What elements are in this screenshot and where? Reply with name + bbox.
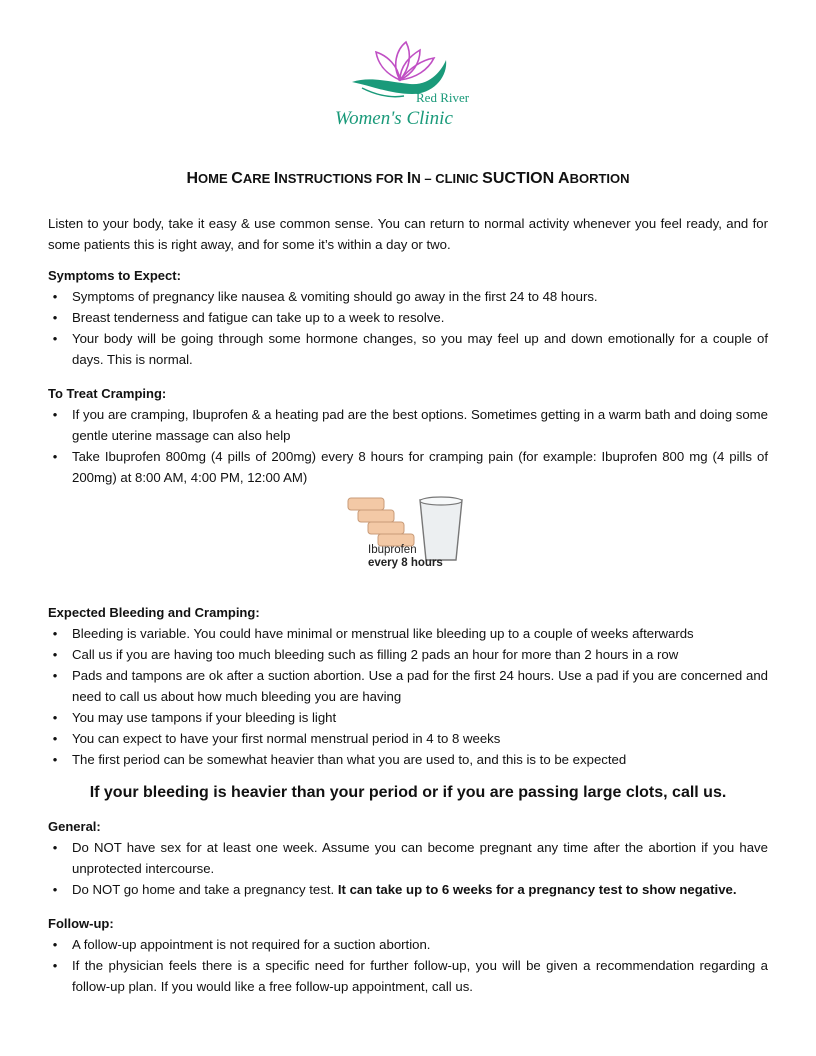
bullet-icon: •	[52, 331, 58, 346]
list-item-text: The first period can be somewhat heavier than what you are used to, and this is to be expected	[72, 752, 627, 767]
list-item	[48, 749, 768, 770]
bullet-list	[48, 934, 768, 997]
figure-label-ibuprofen: Ibuprofen	[368, 544, 417, 556]
bleeding-warning-callout: If your bleeding is heavier than your period or if you are passing large clots, call us.	[89, 784, 727, 801]
bullet-list	[48, 286, 768, 370]
list-item	[48, 446, 768, 488]
title-initial: H	[186, 170, 199, 187]
bullet-icon: •	[52, 407, 58, 422]
list-item	[48, 728, 768, 749]
bullet-icon: •	[52, 752, 58, 767]
title-smallcaps: NSTRUCTIONS FOR	[278, 171, 407, 186]
logo-line-red-river: Red River	[416, 90, 470, 105]
title-smallcaps: OME	[198, 171, 232, 186]
page-title	[0, 170, 816, 188]
figure-label-frequency: every 8 hours	[368, 557, 443, 569]
title-initial: C	[231, 170, 243, 187]
bullet-list	[48, 837, 768, 900]
list-item-text: Your body will be going through some hormone changes, so you may feel up and down emotionally for a couple of days. This is normal.	[72, 331, 768, 367]
section-general	[48, 818, 768, 900]
list-item	[48, 328, 768, 370]
list-item	[48, 644, 768, 665]
list-item-emphasis: It can take up to 6 weeks for a pregnancy test to show negative.	[337, 882, 737, 897]
section-heading: Symptoms to Expect:	[48, 268, 181, 283]
list-item	[48, 934, 768, 955]
list-item-text: Call us if you are having too much bleeding such as filling 2 pads an hour for more than 2 hours in a row	[72, 647, 679, 662]
section-cramping	[48, 385, 768, 488]
bullet-list	[48, 404, 768, 488]
list-item	[48, 707, 768, 728]
list-item-text: You can expect to have your first normal menstrual period in 4 to 8 weeks	[72, 731, 501, 746]
list-item-text: Symptoms of pregnancy like nausea & vomiting should go away in the first 24 to 48 hours.	[72, 289, 598, 304]
bullet-icon: •	[52, 626, 58, 641]
intro-paragraph: Listen to your body, take it easy & use common sense. You can return to normal activity whenever you feel ready, and for some patients this is right away, and for some it’s within a day or two.	[48, 216, 768, 252]
list-item	[48, 879, 768, 900]
list-item-text: Bleeding is variable. You could have minimal or menstrual like bleeding up to a couple of weeks afterwards	[72, 626, 694, 641]
section-followup	[48, 915, 768, 997]
document-body	[48, 213, 768, 997]
bullet-icon: •	[52, 710, 58, 725]
list-item	[48, 837, 768, 879]
list-item-text: Do NOT go home and take a pregnancy test.	[72, 882, 338, 897]
title-initial: A	[554, 170, 570, 187]
bullet-icon: •	[52, 668, 58, 683]
list-item	[48, 955, 768, 997]
bullet-icon: •	[52, 937, 58, 952]
section-bleeding	[48, 604, 768, 770]
bullet-icon: •	[52, 647, 58, 662]
title-smallcaps: N – CLINIC	[411, 171, 483, 186]
list-item-text: You may use tampons if your bleeding is light	[72, 710, 337, 725]
logo-line-womens-clinic: Women's Clinic	[335, 108, 453, 129]
list-item-text: If the physician feels there is a specific need for further follow-up, you will be given a recommendation regarding a follow-up plan. If you would like a free follow-up appointment, call us.	[72, 958, 768, 994]
list-item	[48, 623, 768, 644]
bullet-list	[48, 623, 768, 770]
title-initial: I	[406, 170, 412, 187]
list-item-text: Take Ibuprofen 800mg (4 pills of 200mg) every 8 hours for cramping pain (for example: Ibuprofen 800 mg (4 pills of 200mg) at 8:00 AM, 4:00 PM, 12:00 AM)	[72, 449, 768, 485]
title-suction: SUCTION	[482, 170, 555, 187]
section-heading: Expected Bleeding and Cramping:	[48, 605, 260, 620]
list-item-text: Pads and tampons are ok after a suction abortion. Use a pad for the first 24 hours. Use a pad if you are concerned and need to call us about how much bleeding you are having	[72, 668, 768, 704]
section-heading: Follow-up:	[48, 916, 114, 931]
bullet-icon: •	[52, 310, 58, 325]
bullet-icon: •	[52, 840, 58, 855]
list-item	[48, 307, 768, 328]
title-smallcaps: BORTION	[569, 171, 630, 186]
list-item	[48, 404, 768, 446]
section-heading: To Treat Cramping:	[48, 386, 167, 401]
section-symptoms	[48, 267, 768, 370]
bullet-icon: •	[52, 958, 58, 973]
list-item	[48, 286, 768, 307]
title-initial: I	[273, 170, 279, 187]
list-item-text: Breast tenderness and fatigue can take up to a week to resolve.	[72, 310, 445, 325]
bullet-icon: •	[52, 731, 58, 746]
list-item-text: If you are cramping, Ibuprofen & a heating pad are the best options. Sometimes getting in a warm bath and doing some gentle uterine massage can also help	[72, 407, 768, 443]
ibuprofen-figure	[48, 494, 768, 594]
section-heading: General:	[48, 819, 101, 834]
bullet-icon: •	[52, 289, 58, 304]
title-smallcaps: ARE	[242, 171, 274, 186]
list-item-text: A follow-up appointment is not required for a suction abortion.	[72, 937, 431, 952]
bullet-icon: •	[52, 449, 58, 464]
list-item-text: Do NOT have sex for at least one week. Assume you can become pregnant any time after the abortion if you have unprotected intercourse.	[72, 840, 768, 876]
list-item	[48, 665, 768, 707]
bullet-icon: •	[52, 882, 58, 897]
